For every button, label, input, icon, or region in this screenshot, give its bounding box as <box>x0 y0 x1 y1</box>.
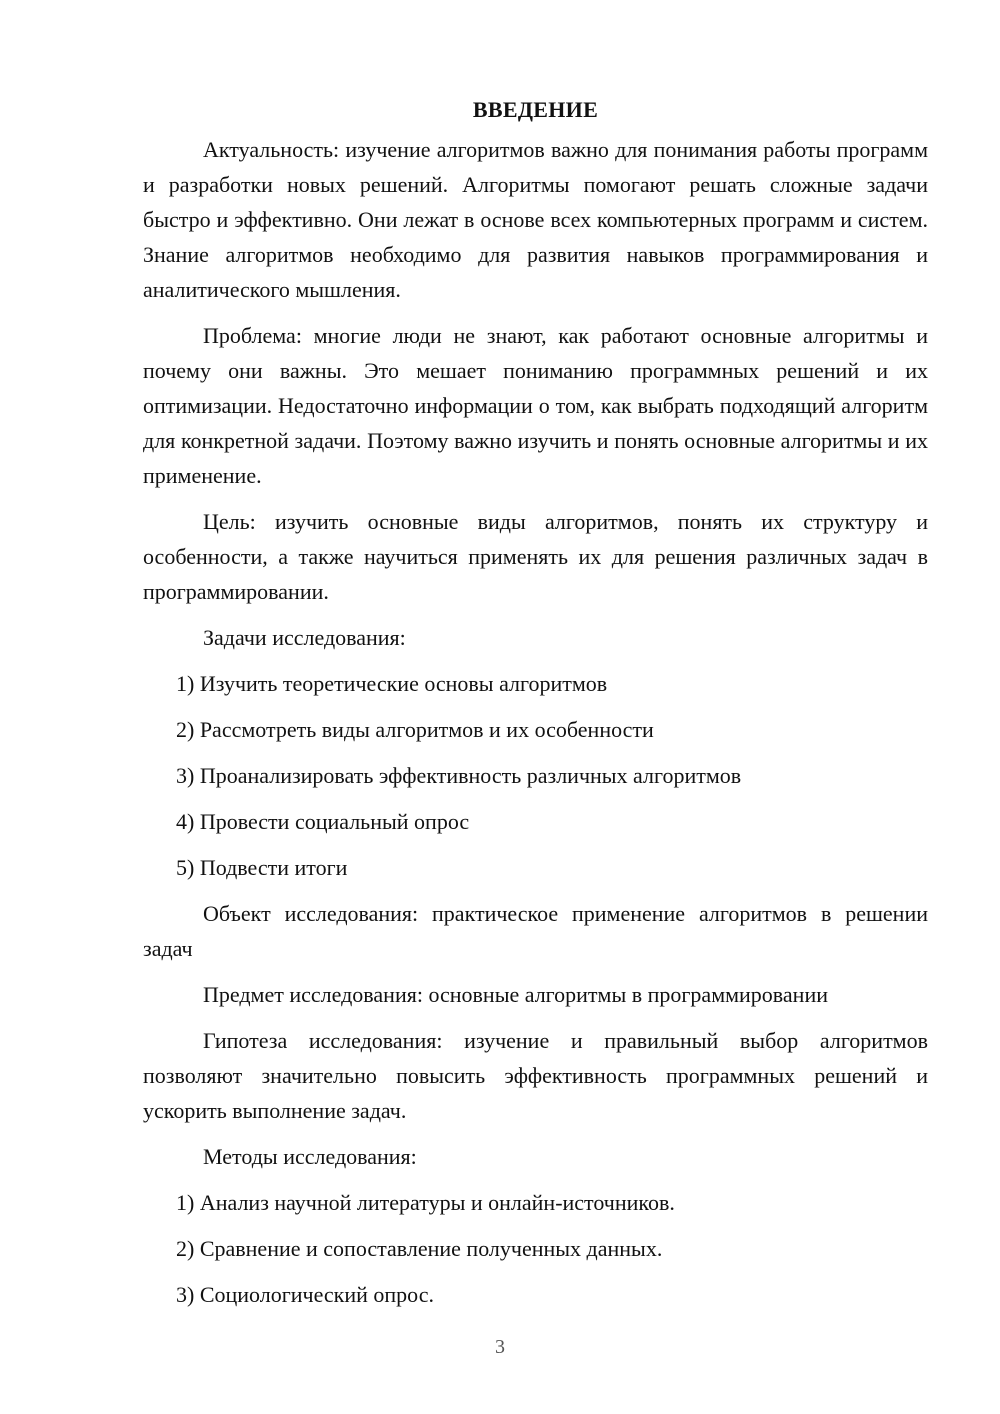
method-item-2: 2) Сравнение и сопоставление полученных данных. <box>176 1236 663 1261</box>
method-item-3: 3) Социологический опрос. <box>176 1282 434 1307</box>
methods-list <box>143 1185 928 1312</box>
task-item-2: 2) Рассмотреть виды алгоритмов и их особенности <box>176 717 654 742</box>
document-page <box>143 94 928 1323</box>
subject-paragraph: Предмет исследования: основные алгоритмы в программировании <box>203 982 828 1007</box>
tasks-heading: Задачи исследования: <box>203 625 406 650</box>
task-item-4: 4) Провести социальный опрос <box>176 809 470 834</box>
methods-heading: Методы исследования: <box>203 1144 417 1169</box>
problem-paragraph: Проблема: многие люди не знают, как работают основные алгоритмы и почему они важны. Это мешает пониманию программных решений и их оптимизации. Недостаточно информации о том, как выбрать подходящий алгоритм для конкретной задачи. Поэтому важно изучить и понять основные алгоритмы и их применение. <box>143 323 928 488</box>
task-item-1: 1) Изучить теоретические основы алгоритмов <box>176 671 608 696</box>
page-title: ВВЕДЕНИЕ <box>472 97 599 122</box>
relevance-paragraph: Актуальность: изучение алгоритмов важно для понимания работы программ и разработки новых решений. Алгоритмы помогают решать сложные задачи быстро и эффективно. Они лежат в основе всех компьютерных программ и систем. Знание алгоритмов необходимо для развития навыков программирования и аналитического мышления. <box>143 137 928 302</box>
method-item-1: 1) Анализ научной литературы и онлайн-источников. <box>176 1190 675 1215</box>
goal-paragraph: Цель: изучить основные виды алгоритмов, понять их структуру и особенности, а также научиться применять их для решения различных задач в программировании. <box>143 509 928 604</box>
tasks-list <box>143 666 928 885</box>
object-paragraph: Объект исследования: практическое применение алгоритмов в решении задач <box>143 901 928 961</box>
hypothesis-paragraph: Гипотеза исследования: изучение и правильный выбор алгоритмов позволяют значительно повысить эффективность программных решений и ускорить выполнение задач. <box>143 1028 928 1123</box>
page-number: 3 <box>495 1336 505 1358</box>
task-item-5: 5) Подвести итоги <box>176 855 348 880</box>
task-item-3: 3) Проанализировать эффективность различных алгоритмов <box>176 763 742 788</box>
